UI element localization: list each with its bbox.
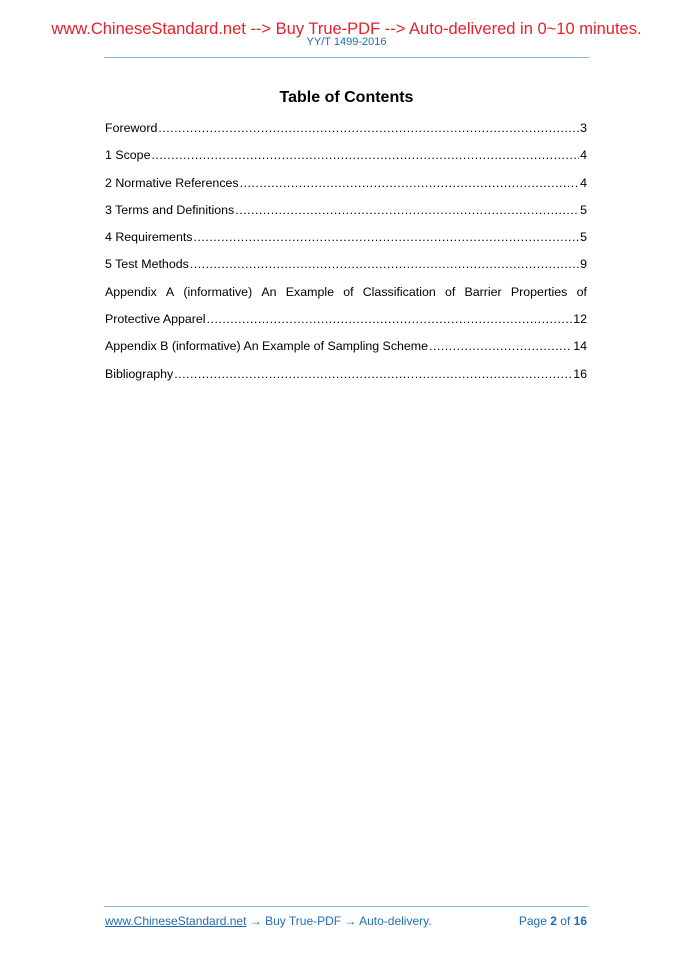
- table-of-contents: [105, 119, 587, 392]
- toc-entry-bibliography[interactable]: [105, 365, 587, 392]
- toc-entry-page: 5: [580, 202, 587, 217]
- toc-word: Appendix: [105, 284, 157, 299]
- toc-word: (informative): [183, 284, 253, 299]
- toc-entry-page: 16: [573, 366, 587, 381]
- toc-entry-terms-definitions[interactable]: [105, 201, 587, 228]
- page-current: 2: [550, 914, 557, 928]
- footer-site-link[interactable]: www.ChineseStandard.net: [105, 914, 247, 928]
- toc-leader-dots: [240, 174, 579, 192]
- toc-entry-foreword[interactable]: [105, 119, 587, 146]
- toc-entry-label: Protective Apparel: [105, 312, 206, 327]
- toc-entry-label: 2 Normative References: [105, 175, 239, 190]
- page-footer: [105, 914, 587, 928]
- toc-word: of: [576, 284, 587, 299]
- toc-leader-dots: [207, 310, 573, 328]
- toc-entry-label: 5 Test Methods: [105, 257, 189, 272]
- toc-word: An: [261, 284, 277, 299]
- toc-entry-label: Appendix B (informative) An Example of Sampling Scheme: [105, 339, 429, 354]
- page-total: 16: [573, 914, 587, 928]
- page-indicator: [519, 914, 587, 928]
- toc-entry-normative-references[interactable]: [105, 174, 587, 201]
- toc-entry-label: Foreword: [105, 121, 158, 135]
- toc-word: of: [343, 284, 354, 299]
- toc-leader-dots: [193, 228, 579, 246]
- toc-entry-requirements[interactable]: [105, 228, 587, 255]
- toc-leader-dots: [190, 255, 579, 273]
- toc-leader-dots: [174, 365, 572, 383]
- toc-word: Properties: [510, 284, 568, 299]
- toc-entry-scope[interactable]: [105, 146, 587, 173]
- footer-promo-text: → Buy True-PDF → Auto-delivery.: [246, 914, 432, 928]
- page-of: of: [560, 914, 571, 928]
- toc-entry-label: 3 Terms and Definitions: [105, 202, 235, 217]
- toc-entry-page: 4: [580, 148, 587, 163]
- toc-word: Classification: [362, 284, 436, 299]
- toc-entry-page: 9: [580, 257, 587, 272]
- toc-entry-label: 1 Scope: [105, 148, 151, 163]
- toc-entry-appendix-b[interactable]: [105, 337, 587, 364]
- header-divider: [104, 57, 589, 58]
- toc-leader-dots: [158, 119, 579, 137]
- toc-entry-appendix-a-line2[interactable]: [105, 310, 587, 337]
- toc-leader-dots: [151, 146, 579, 164]
- toc-title: Table of Contents: [279, 89, 414, 106]
- toc-entry-page: 12: [573, 312, 587, 327]
- toc-word: A: [165, 284, 175, 299]
- toc-leader-dots: [235, 201, 579, 219]
- promo-banner[interactable]: www.ChineseStandard.net --> Buy True-PDF --> Auto-delivered in 0~10 minutes.: [51, 20, 642, 38]
- toc-entry-label: Bibliography: [105, 366, 174, 381]
- toc-leader-dots: [429, 337, 572, 355]
- toc-entry-page: 3: [580, 121, 587, 135]
- toc-entry-page: 5: [580, 230, 587, 245]
- footer-promo: [105, 914, 432, 928]
- toc-word: of: [444, 284, 456, 299]
- toc-entry-label: 4 Requirements: [105, 230, 193, 245]
- footer-divider: [104, 906, 589, 907]
- toc-word: Example: [285, 284, 334, 299]
- toc-entry-page: 4: [580, 175, 587, 190]
- toc-entry-page: 14: [573, 339, 587, 354]
- toc-word: Barrier: [464, 284, 502, 299]
- standard-code-header: YY/T 1499-2016: [306, 36, 387, 48]
- toc-entry-test-methods[interactable]: [105, 255, 587, 282]
- page-label: Page: [518, 914, 547, 928]
- toc-entry-appendix-a-line1[interactable]: [105, 283, 587, 310]
